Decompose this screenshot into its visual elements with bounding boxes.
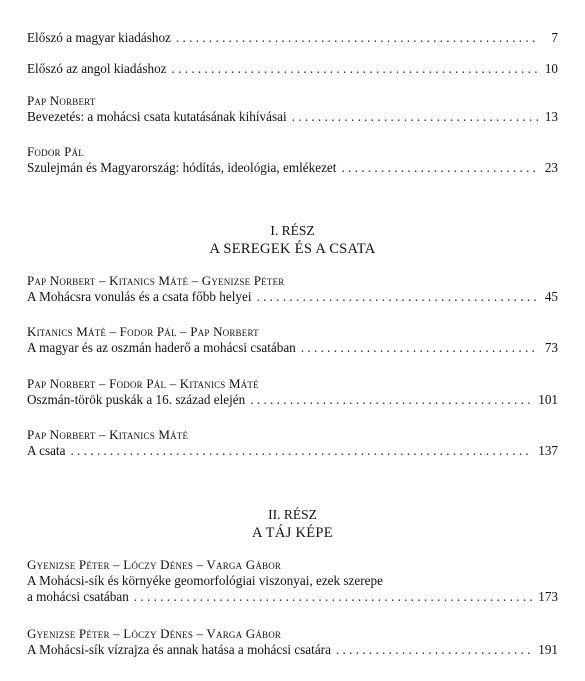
section-title: A SEREGEK ÉS A CSATA <box>209 241 376 257</box>
section-number: I. RÉSZ <box>270 223 315 238</box>
section-title: A TÁJ KÉPE <box>252 525 333 541</box>
page-number: 23 <box>544 160 558 175</box>
entry-author: Fodor Pál <box>27 144 85 159</box>
page-number: 13 <box>544 109 558 124</box>
toc-entry <box>27 626 558 658</box>
entry-title: A Mohácsra vonulás és a csata főbb helyei <box>27 289 252 304</box>
entry-author: Pap Norbert – Kitanics Máté <box>27 427 189 442</box>
dot-leader <box>256 289 539 305</box>
toc-entry <box>27 144 558 176</box>
page-number: 7 <box>551 30 558 45</box>
entry-author: Pap Norbert – Kitanics Máté – Gyenizse Péter <box>27 273 285 288</box>
entry-author: Kitanics Máté – Fodor Pál – Pap Norbert <box>27 324 259 339</box>
section-heading <box>0 506 585 542</box>
toc-entry <box>27 427 558 459</box>
toc-entry <box>27 273 558 305</box>
entry-title: Előszó a magyar kiadáshoz <box>27 30 171 45</box>
section-number: II. RÉSZ <box>268 507 317 522</box>
entry-title: a mohácsi csatában <box>27 589 129 604</box>
dot-leader <box>292 109 539 125</box>
page-number: 137 <box>538 443 558 458</box>
dot-leader <box>301 340 539 356</box>
entry-title: Előszó az angol kiadáshoz <box>27 61 167 76</box>
page-number: 73 <box>544 340 558 355</box>
toc-line <box>27 109 558 125</box>
entry-author: Gyenizse Péter – Lóczy Dénes – Varga Gábor <box>27 626 282 641</box>
dot-leader <box>336 642 533 658</box>
page-number: 173 <box>538 589 558 604</box>
page-number: 191 <box>538 642 558 657</box>
toc-entry <box>27 30 558 46</box>
toc-entry <box>27 93 558 125</box>
toc-line <box>27 443 558 459</box>
entry-title: Szulejmán és Magyarország: hódítás, ideológia, emlékezet <box>27 160 337 175</box>
dot-leader <box>134 589 533 605</box>
entry-title: A Mohácsi-sík vízrajza és annak hatása a mohácsi csatára <box>27 642 331 657</box>
section-heading <box>0 222 585 258</box>
entry-title: A Mohácsi-sík és környéke geomorfológiai viszonyai, ezek szerepe <box>27 573 383 588</box>
page-number: 10 <box>544 61 558 76</box>
toc-line <box>27 160 558 176</box>
entry-author: Pap Norbert – Fodor Pál – Kitanics Máté <box>27 376 259 391</box>
toc-line <box>27 392 558 408</box>
entry-author: Pap Norbert <box>27 93 96 108</box>
entry-title: Bevezetés: a mohácsi csata kutatásának kihívásai <box>27 109 287 124</box>
dot-leader <box>176 30 539 46</box>
toc-line <box>27 289 558 305</box>
toc-line <box>27 589 558 605</box>
toc-entry <box>27 557 558 605</box>
toc-line <box>27 30 558 46</box>
dot-leader <box>250 392 533 408</box>
toc-entry <box>27 61 558 77</box>
toc-line <box>27 642 558 658</box>
toc-entry <box>27 324 558 356</box>
toc-entry <box>27 376 558 408</box>
page-number: 45 <box>544 289 558 304</box>
page-number: 101 <box>538 392 558 407</box>
entry-author: Gyenizse Péter – Lóczy Dénes – Varga Gábor <box>27 557 282 572</box>
entry-title: A csata <box>27 443 66 458</box>
dot-leader <box>70 443 533 459</box>
dot-leader <box>341 160 539 176</box>
toc-line <box>27 61 558 77</box>
entry-title: Oszmán-török puskák a 16. század elején <box>27 392 246 407</box>
entry-title: A magyar és az oszmán haderő a mohácsi csatában <box>27 340 296 355</box>
dot-leader <box>172 61 539 77</box>
toc-line <box>27 340 558 356</box>
